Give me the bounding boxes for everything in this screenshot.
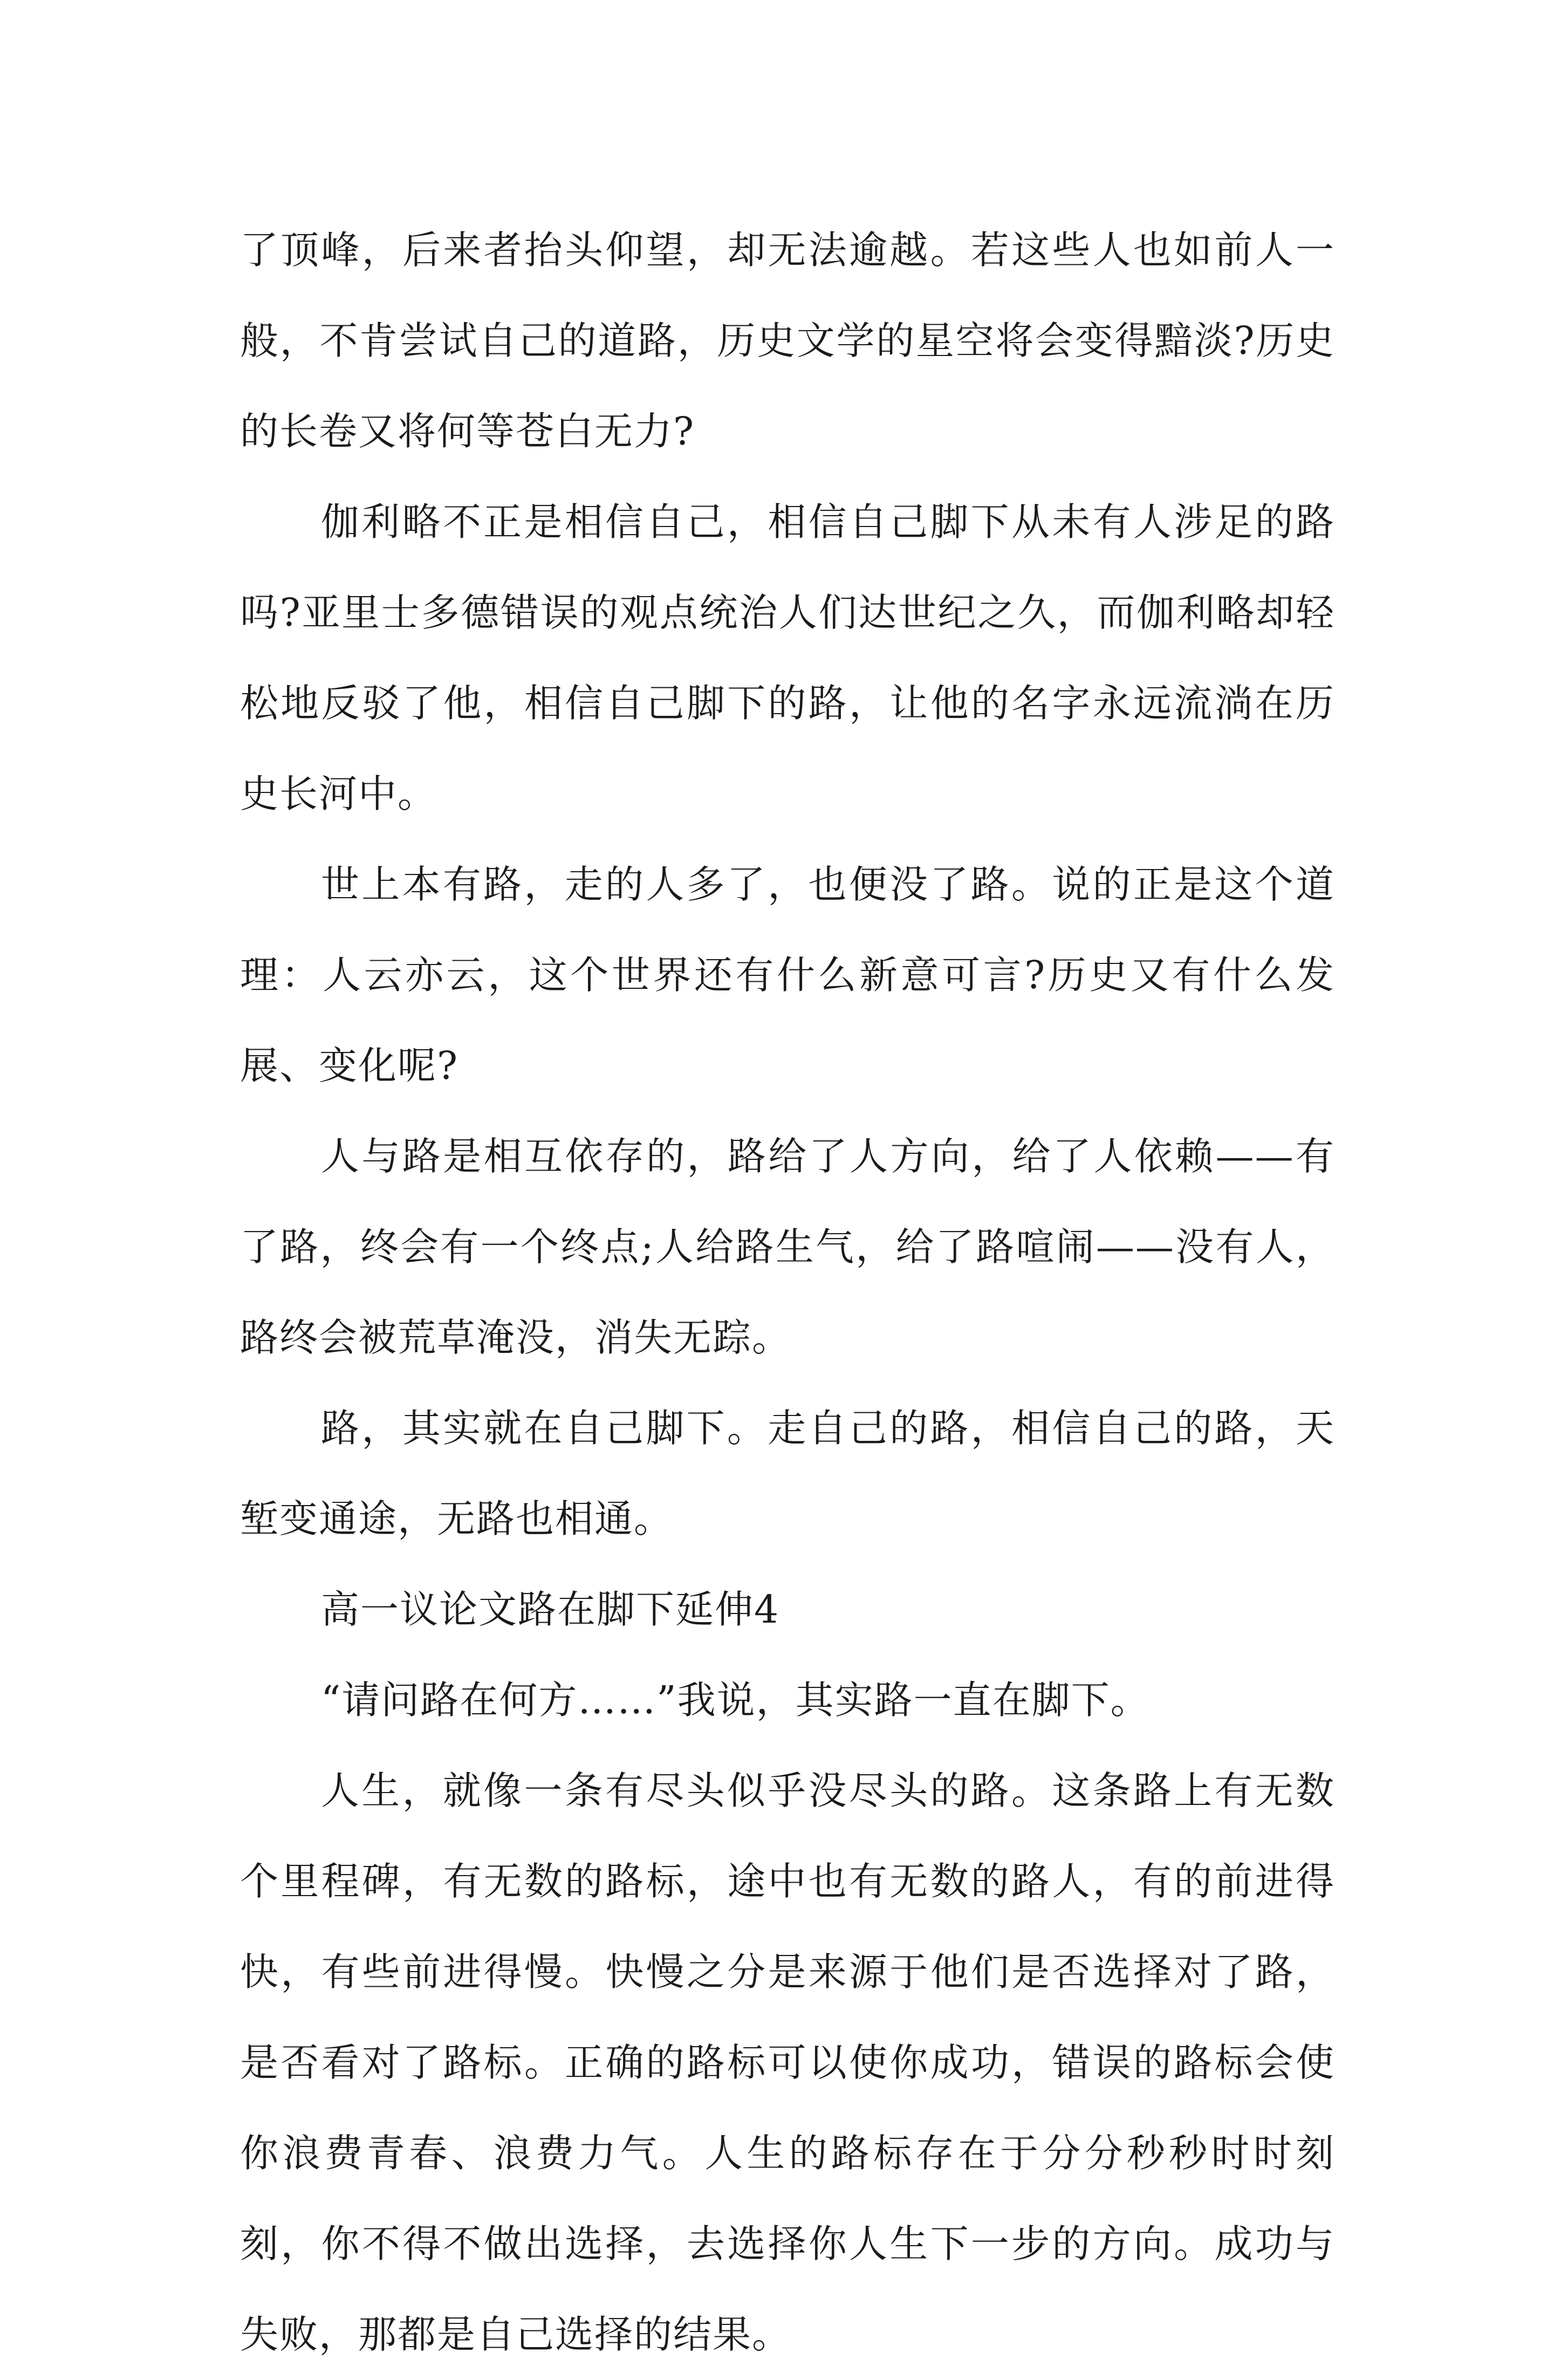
section-heading: 高一议论文路在脚下延伸4 (321, 1587, 780, 1632)
paragraph-7: “请问路在何方……”我说，其实路一直在脚下。 (321, 1678, 1150, 1722)
paragraph-1: 了顶峰，后来者抬头仰望，却无法逾越。若这些人也如前人一般，不肯尝试自己的道路，历史文学的星空将会变得黯淡?历史的长卷又将何等苍白无力? (240, 228, 1335, 454)
paragraph-4: 人与路是相互依存的，路给了人方向，给了人依赖——有了路，终会有一个终点;人给路生气，给了路喧闹——没有人，路终会被荒草淹没，消失无踪。 (240, 1134, 1335, 1360)
paragraph-2: 伽利略不正是相信自己，相信自己脚下从未有人涉足的路吗?亚里士多德错误的观点统治人们达世纪之久，而伽利略却轻松地反驳了他，相信自己脚下的路，让他的名字永远流淌在历史长河中。 (240, 500, 1335, 816)
document-body (240, 205, 1335, 2380)
paragraph-3: 世上本有路，走的人多了，也便没了路。说的正是这个道理：人云亦云，这个世界还有什么新意可言?历史又有什么发展、变化呢? (240, 862, 1335, 1088)
paragraph-8: 人生，就像一条有尽头似乎没尽头的路。这条路上有无数个里程碑，有无数的路标，途中也有无数的路人，有的前进得快，有些前进得慢。快慢之分是来源于他们是否选择对了路，是否看对了路标。正确的路标可以使你成功，错误的路标会使你浪费青春、浪费力气。人生的路标存在于分分秒秒时时刻刻，你不得不做出选择，去选择你人生下一步的方向。成功与失败，那都是自己选择的结果。 (240, 1768, 1335, 2357)
paragraph-5: 路，其实就在自己脚下。走自己的路，相信自己的路，天堑变通途，无路也相通。 (240, 1406, 1335, 1541)
